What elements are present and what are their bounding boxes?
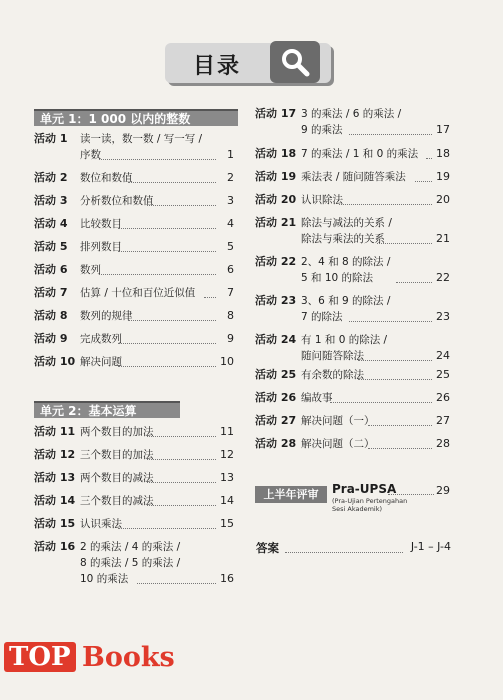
activity-label: 活动 18 <box>255 147 297 160</box>
activity-item <box>34 354 234 370</box>
activity-label: 活动 28 <box>255 437 297 450</box>
page-number: 2 <box>227 171 234 184</box>
activity-label: 活动 13 <box>34 471 76 484</box>
page-number: 1 <box>227 148 234 161</box>
activity-title: 三个数目的加法 <box>80 449 154 461</box>
activity-label: 活动 1 <box>34 132 68 145</box>
leader-dots <box>358 379 432 380</box>
activity-item <box>34 193 234 209</box>
activity-title: 数位和数值 <box>80 172 133 184</box>
activity-label: 活动 4 <box>34 217 68 230</box>
activity-label: 活动 7 <box>34 286 68 299</box>
page-number: 22 <box>436 271 450 284</box>
activity-item <box>34 216 234 232</box>
activity-label: 活动 9 <box>34 332 68 345</box>
title-banner <box>165 43 335 86</box>
activity-title: 读一读，数一数 / 写一写 / <box>80 133 203 145</box>
activity-item <box>255 293 450 325</box>
review-subtitle-line2: Sesi Akademik) <box>332 505 383 513</box>
activity-title: 认识乘法 <box>80 518 122 530</box>
leader-dots <box>147 482 217 483</box>
page-title: 目录 <box>193 54 242 79</box>
activity-label: 活动 21 <box>255 216 297 229</box>
activity-title: 估算 / 十位和百位近似值 <box>80 287 196 299</box>
activity-title: 分析数位和数值 <box>80 195 154 207</box>
page-number: 26 <box>436 391 450 404</box>
leader-dots <box>128 182 217 183</box>
activity-title: 完成数列 <box>80 333 122 345</box>
activity-title: 8 的乘法 / 5 的乘法 / <box>80 557 181 569</box>
leader-dots <box>377 243 432 244</box>
leader-dots <box>137 583 216 584</box>
page-number: 6 <box>227 263 234 276</box>
activity-item <box>255 332 450 364</box>
magnifier-icon <box>270 41 320 83</box>
activity-label: 活动 19 <box>255 170 297 183</box>
activity-item <box>34 308 234 324</box>
page-number: 8 <box>227 309 234 322</box>
leader-dots <box>128 320 217 321</box>
activity-title: 排列数目 <box>80 241 122 253</box>
answer-dots <box>285 552 403 553</box>
review-title: Pra-UPSA <box>332 482 397 496</box>
leader-dots <box>147 205 217 206</box>
activity-label: 活动 23 <box>255 294 297 307</box>
review-dots <box>388 494 434 495</box>
activity-item <box>34 131 234 163</box>
page-number: 25 <box>436 368 450 381</box>
leader-dots <box>99 274 216 275</box>
activity-label: 活动 2 <box>34 171 68 184</box>
activity-item <box>255 390 450 406</box>
leader-dots <box>118 228 216 229</box>
page-number: 10 <box>220 355 234 368</box>
activity-title: 数列 <box>80 264 101 276</box>
page-number: 18 <box>436 147 450 160</box>
activity-label: 活动 11 <box>34 425 76 438</box>
activity-title: 3 的乘法 / 6 的乘法 / <box>301 108 402 120</box>
review-page-number: 29 <box>436 484 450 497</box>
activity-item <box>34 424 234 440</box>
activity-item <box>34 331 234 347</box>
activity-item <box>255 436 450 452</box>
page-number: 12 <box>220 448 234 461</box>
activity-title: 9 的乘法 <box>301 124 343 136</box>
activity-label: 活动 5 <box>34 240 68 253</box>
page-number: 13 <box>220 471 234 484</box>
page-number: 5 <box>227 240 234 253</box>
activity-title: 比较数目 <box>80 218 122 230</box>
page-number: 7 <box>227 286 234 299</box>
page-number: 16 <box>220 572 234 585</box>
activity-title: 认识除法 <box>301 194 343 206</box>
activity-title: 5 和 10 的除法 <box>301 272 374 284</box>
activity-title: 三个数目的减法 <box>80 495 154 507</box>
leader-dots <box>147 459 217 460</box>
activity-item <box>34 239 234 255</box>
activity-title: 乘法表 / 随问随答乘法 <box>301 171 406 183</box>
activity-title: 7 的除法 <box>301 311 343 323</box>
activity-title: 有余数的除法 <box>301 369 364 381</box>
activity-label: 活动 8 <box>34 309 68 322</box>
page-number: 4 <box>227 217 234 230</box>
leader-dots <box>118 366 216 367</box>
activity-item <box>255 367 450 383</box>
activity-item <box>255 106 450 138</box>
activity-item <box>34 170 234 186</box>
leader-dots <box>204 297 217 298</box>
leader-dots <box>118 343 216 344</box>
activity-item <box>255 254 450 286</box>
review-subtitle-line1: (Pra-Ujian Pertengahan <box>332 497 408 505</box>
leader-dots <box>330 402 433 403</box>
page-number: 3 <box>227 194 234 207</box>
leader-dots <box>99 159 216 160</box>
activity-label: 活动 22 <box>255 255 297 268</box>
activity-title: 3、6 和 9 的除法 / <box>301 295 391 307</box>
activity-item <box>255 146 450 162</box>
page-number: 21 <box>436 232 450 245</box>
activity-title: 2、4 和 8 的除法 / <box>301 256 391 268</box>
page-number: 9 <box>227 332 234 345</box>
leader-dots <box>349 321 433 322</box>
review-badge: 上半年评审 <box>255 486 327 503</box>
page-number: 14 <box>220 494 234 507</box>
leader-dots <box>415 181 432 182</box>
activity-title: 除法与乘法的关系 <box>301 233 385 245</box>
activity-title: 编故事 <box>301 392 333 404</box>
topbooks-logo <box>0 636 190 686</box>
page-number: 23 <box>436 310 450 323</box>
leader-dots <box>147 436 217 437</box>
activity-label: 活动 16 <box>34 540 76 553</box>
activity-label: 活动 3 <box>34 194 68 207</box>
activity-item <box>34 447 234 463</box>
activity-item <box>34 539 234 587</box>
activity-label: 活动 10 <box>34 355 76 368</box>
page-number: 24 <box>436 349 450 362</box>
section-header-unit2: 单元 2：基本运算 <box>34 401 180 418</box>
leader-dots <box>118 528 216 529</box>
leader-dots <box>118 251 216 252</box>
activity-item <box>255 413 450 429</box>
page-number: 15 <box>220 517 234 530</box>
leader-dots <box>358 360 432 361</box>
activity-item <box>34 262 234 278</box>
leader-dots <box>396 282 432 283</box>
activity-item <box>255 215 450 247</box>
activity-item <box>34 516 234 532</box>
activity-title: 10 的乘法 <box>80 573 129 585</box>
page-number: 17 <box>436 123 450 136</box>
page-number: 27 <box>436 414 450 427</box>
page-number: 19 <box>436 170 450 183</box>
activity-title: 除法与减法的关系 / <box>301 217 392 229</box>
page-number: 11 <box>220 425 234 438</box>
logo-top: TOP <box>4 642 76 672</box>
activity-title: 7 的乘法 / 1 和 0 的乘法 <box>301 148 419 160</box>
activity-label: 活动 27 <box>255 414 297 427</box>
leader-dots <box>349 134 433 135</box>
activity-label: 活动 15 <box>34 517 76 530</box>
leader-dots <box>368 448 433 449</box>
answer-label: 答案 <box>256 541 279 555</box>
activity-title: 随问随答除法 <box>301 350 364 362</box>
activity-label: 活动 14 <box>34 494 76 507</box>
activity-title: 解决问题（一） <box>301 415 375 427</box>
page-number: 20 <box>436 193 450 206</box>
review-subtitle <box>332 497 407 513</box>
section-header-unit1: 单元 1：1 000 以内的整数 <box>34 109 238 126</box>
activity-title: 序数 <box>80 149 101 161</box>
activity-label: 活动 20 <box>255 193 297 206</box>
activity-item <box>34 285 234 301</box>
page-number: 28 <box>436 437 450 450</box>
activity-label: 活动 24 <box>255 333 297 346</box>
activity-item <box>34 470 234 486</box>
leader-dots <box>339 204 432 205</box>
activity-label: 活动 25 <box>255 368 297 381</box>
activity-title: 解决问题（二） <box>301 438 375 450</box>
activity-label: 活动 6 <box>34 263 68 276</box>
activity-title: 2 的乘法 / 4 的乘法 / <box>80 541 181 553</box>
activity-item <box>255 192 450 208</box>
activity-title: 两个数目的减法 <box>80 472 154 484</box>
logo-books: Books <box>82 642 175 673</box>
activity-item <box>255 169 450 185</box>
leader-dots <box>147 505 217 506</box>
activity-title: 两个数目的加法 <box>80 426 154 438</box>
activity-label: 活动 26 <box>255 391 297 404</box>
leader-dots <box>368 425 433 426</box>
activity-title: 有 1 和 0 的除法 / <box>301 334 388 346</box>
answer-page-range: J-1 – J-4 <box>410 540 451 553</box>
leader-dots <box>426 158 432 159</box>
activity-label: 活动 17 <box>255 107 297 120</box>
activity-label: 活动 12 <box>34 448 76 461</box>
activity-title: 解决问题 <box>80 356 122 368</box>
activity-title: 数列的规律 <box>80 310 133 322</box>
activity-item <box>34 493 234 509</box>
